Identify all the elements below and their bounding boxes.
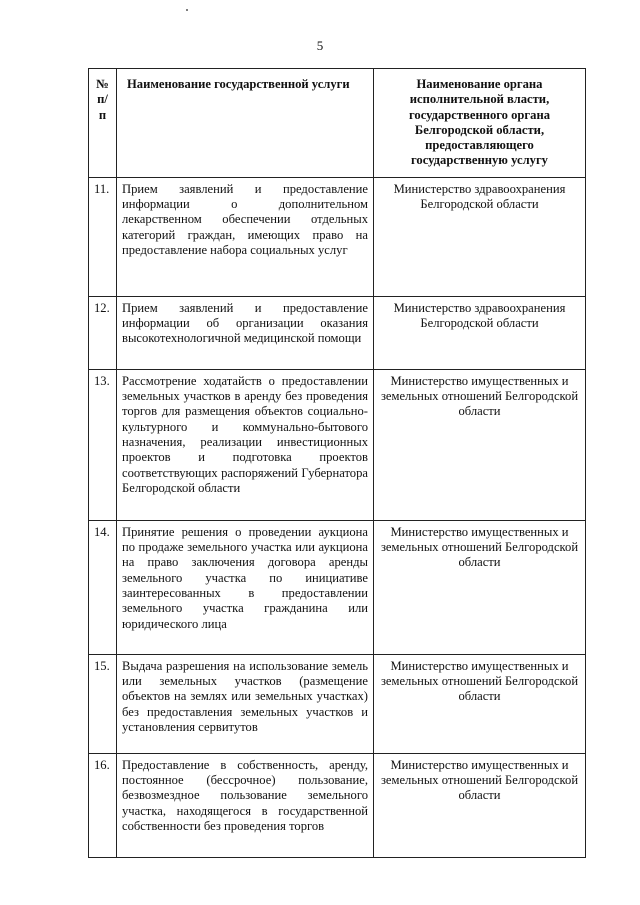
authority-name: Министерство имущественных и земельных отношений Белгородской области bbox=[374, 369, 586, 520]
service-name: Выдача разрешения на использование земель или земельных участков (размещение объектов на землях или земельных участках) без предоставления земельных участков и установления сервитутов bbox=[117, 654, 374, 753]
table-row bbox=[89, 753, 586, 857]
services-table bbox=[88, 68, 586, 858]
service-name: Предоставление в собственность, аренду, постоянное (бессрочное) пользование, безвозмездное пользование земельного участка, находящегося в государственной собственности без проведения торгов bbox=[117, 753, 374, 857]
service-name: Рассмотрение ходатайств о предоставлении земельных участков в аренду без проведения торгов для размещения объектов социально-культурного и коммунально-бытового назначения, реализации инвестиционных проектов и подготовка проектов соответствующих распоряжений Губернатора Белгородской области bbox=[117, 369, 374, 520]
table-row bbox=[89, 654, 586, 753]
row-number: 16. bbox=[89, 753, 117, 857]
service-name: Прием заявлений и предоставление информации об организации оказания высокотехнологичной медицинской помощи bbox=[117, 296, 374, 369]
scan-speck bbox=[186, 9, 188, 11]
row-number: 14. bbox=[89, 520, 117, 654]
row-number: 11. bbox=[89, 177, 117, 296]
service-name: Прием заявлений и предоставление информации о дополнительном лекарственном обеспечении отдельных категорий граждан, имеющих право на предоставление набора социальных услуг bbox=[117, 177, 374, 296]
authority-name: Министерство здравоохранения Белгородской области bbox=[374, 177, 586, 296]
table-header-row bbox=[89, 69, 586, 178]
authority-name: Министерство имущественных и земельных отношений Белгородской области bbox=[374, 654, 586, 753]
row-number: 12. bbox=[89, 296, 117, 369]
row-number: 13. bbox=[89, 369, 117, 520]
header-authority: Наименование органа исполнительной власти, государственного органа Белгородской области, предоставляющего государственную услугу bbox=[374, 69, 586, 178]
table-row bbox=[89, 369, 586, 520]
header-num: № п/п bbox=[89, 69, 117, 178]
page-number: 5 bbox=[316, 38, 324, 53]
authority-name: Министерство имущественных и земельных отношений Белгородской области bbox=[374, 520, 586, 654]
header-service-name: Наименование государственной услуги bbox=[117, 69, 374, 178]
table-row bbox=[89, 296, 586, 369]
table-row bbox=[89, 520, 586, 654]
authority-name: Министерство здравоохранения Белгородской области bbox=[374, 296, 586, 369]
row-number: 15. bbox=[89, 654, 117, 753]
service-name: Принятие решения о проведении аукциона по продаже земельного участка или аукциона на право заключения договора аренды земельного участка по инициативе заинтересованных в предоставлении земельного участка гражданина или юридического лица bbox=[117, 520, 374, 654]
authority-name: Министерство имущественных и земельных отношений Белгородской области bbox=[374, 753, 586, 857]
table-row bbox=[89, 177, 586, 296]
